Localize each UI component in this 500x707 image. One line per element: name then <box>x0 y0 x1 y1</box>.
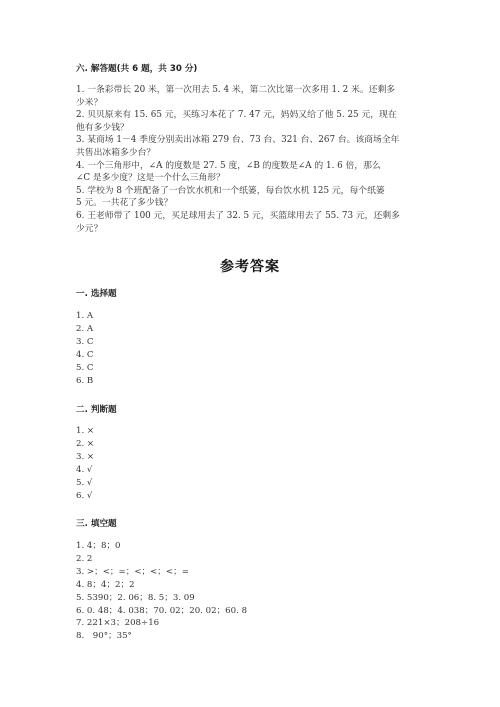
answer-item: 6. B <box>76 375 94 386</box>
question-line: 少元？ <box>76 223 103 234</box>
question-line: 少米？ <box>76 97 103 108</box>
question-line: 5. 学校为 8 个班配备了一台饮水机和一个纸篓，每台饮水机 125 元，每个纸篓 <box>76 185 385 196</box>
answer-item: 1. × <box>76 426 95 436</box>
answer-item: 5. 5390；2. 06；8. 5；3. 09 <box>76 592 195 603</box>
answer-item: 3. × <box>76 451 95 462</box>
answer-item: 5. √ <box>76 477 93 488</box>
answer-item: 6. √ <box>76 490 93 501</box>
question-line: 共售出冰箱多少台？ <box>76 147 156 158</box>
question-line: ∠C 是多少度？这是一个什么三角形？ <box>76 173 225 184</box>
answer-section-2-list <box>76 425 94 502</box>
answer-item: 4. √ <box>76 464 93 475</box>
question-line: 3. 某商场 1－4 季度分别卖出冰箱 279 台、73 台、321 台、267 台。该商场全年 <box>76 135 400 146</box>
answer-item: 2. A <box>76 323 94 334</box>
answer-item: 1. A <box>76 311 94 321</box>
question-line: 1. 一条彩带长 20 米，第一次用去 5. 4 米，第二次比第一次多用 1. 2 米。还剩多 <box>76 85 396 95</box>
answer-item: 4. C <box>76 349 94 360</box>
answer-item: 1. 4；8；0 <box>76 541 121 551</box>
answer-section-3-list <box>76 540 247 643</box>
answer-section-2-title: 二. 判断题 <box>76 405 117 415</box>
answer-item: 6. 0. 48；4. 038；70. 02；20. 02；60. 8 <box>76 605 248 616</box>
answer-key-title: 参考答案 <box>220 259 280 275</box>
question-line: 他有多少钱？ <box>76 122 129 133</box>
answer-item: 3. >；<；=；<；<；<；= <box>76 566 189 577</box>
answer-item: 5. C <box>76 362 94 373</box>
answer-section-1-title: 一. 选择题 <box>76 289 117 299</box>
answer-item: 2. × <box>76 438 95 449</box>
answer-item: 2. 2 <box>76 553 93 564</box>
question-line: 2. 贝贝原来有 15. 65 元，买练习本花了 7. 47 元，妈妈又给了他 5. 25 元，现在 <box>76 110 397 121</box>
question-line: 5 元。一共花了多少钱？ <box>76 198 173 209</box>
section-6-questions <box>76 84 426 235</box>
answer-item: 3. C <box>76 336 94 347</box>
question-line: 4. 一个三角形中，∠A 的度数是 27. 5 度，∠B 的度数是∠A 的 1. 6 倍，那么 <box>76 160 381 171</box>
answer-item: 8. 90°；35° <box>76 631 132 642</box>
answer-section-3-title: 三. 填空题 <box>76 519 117 529</box>
section-6-title: 六. 解答题(共 6 题，共 30 分) <box>76 64 198 74</box>
answer-item: 7. 221×3；208÷16 <box>76 618 160 629</box>
answer-item: 4. 8；4；2；2 <box>76 579 135 590</box>
question-line: 6. 王老师带了 100 元，买足球用去了 32. 5 元，买篮球用去了 55. 73 元，还剩多 <box>76 210 400 221</box>
answer-section-1-list <box>76 310 94 387</box>
